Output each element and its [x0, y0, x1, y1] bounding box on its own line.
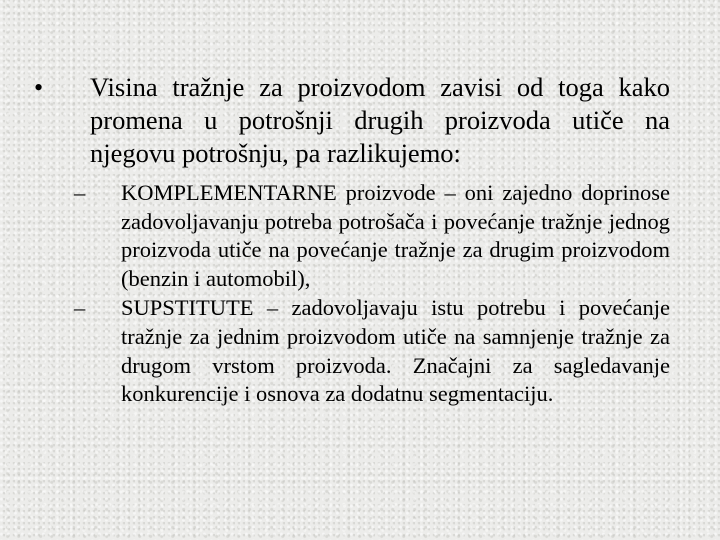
bullet-dot-icon: •	[34, 73, 44, 102]
main-bullet-text: Visina tražnje za proizvodom zavisi od toga kako promena u potrošnji drugih proizvoda utiče na njegovu potrošnju, pa razlikujemo:	[90, 72, 670, 168]
sub-bullet-list	[74, 179, 670, 409]
sub-bullet-substitutes	[74, 294, 670, 408]
sub-bullet-complementary	[74, 179, 670, 293]
sub-bullet-text: SUPSTITUTE – zadovoljavaju istu potrebu i povećanje tražnje za jednim proizvodom utiče na samnjenje tražnje za drugom vrstom proizvoda. Značajni za sagledavanje konkurencije i osnova za dodatnu segmentaciju.	[121, 295, 670, 407]
sub-bullet-text: KOMPLEMENTARNE proizvode – oni zajedno doprinose zadovoljavanju potreba potrošača i povećanje tražnje jednog proizvoda utiče na povećanje tražnje za drugim proizvodom (benzin i automobil),	[121, 180, 670, 291]
dash-icon: –	[74, 295, 86, 321]
dash-icon: –	[74, 180, 86, 205]
